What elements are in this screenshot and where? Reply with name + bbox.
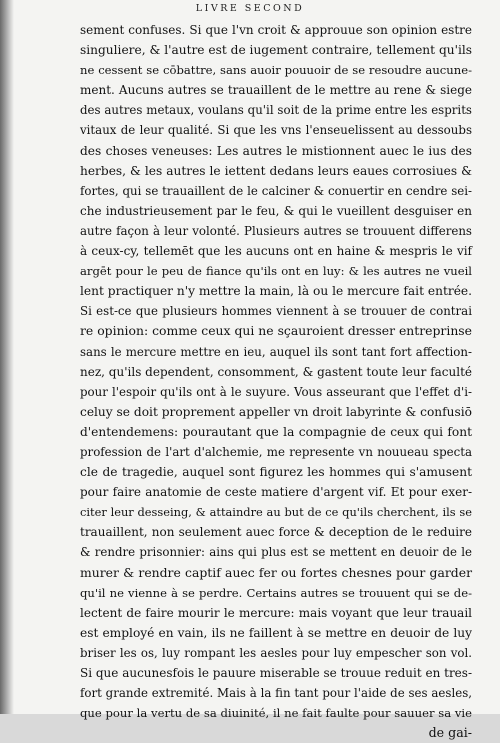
text-block (80, 20, 472, 743)
text-line: fortes, qui se trauaillent de le calciner & conuertir en cendre sei- (80, 183, 472, 198)
text-line: sans le mercure mettre en ieu, auquel ils sont tant fort affection- (80, 344, 472, 359)
text-line: ment. Aucuns autres se trauaillent de le mettre au rene & siege (80, 83, 472, 98)
text-line: che industrieusement par le feu, & qui le vueillent desguiser en (80, 203, 472, 218)
text-line: cle de tragedie, auquel sont figurez les hommes qui s'amusent (80, 465, 472, 480)
text-line: d'entendemens: pourautant que la compagnie de ceux qui font (80, 424, 472, 439)
text-line: nez, qu'ils dependent, consomment, & gastent toute leur faculté (80, 364, 472, 379)
text-line: trauaillent, non seulement auec force & deception de le reduire (80, 525, 472, 540)
text-line: des autres metaux, voulans qu'il soit de la prime entre les esprits (80, 103, 472, 118)
running-head: LIVRE SECOND (195, 3, 305, 14)
text-line: autre façon à leur volonté. Plusieurs autres se trouuent differens (80, 223, 472, 238)
text-line: herbes, & les autres le iettent dedans leurs eaues corrosiues & (80, 163, 472, 178)
text-line: lent practiquer n'y mettre la main, là ou le mercure fait entrée. (80, 284, 472, 299)
text-line: celuy se doit proprement appeller vn droit labyrinte & confusiō (80, 404, 472, 419)
text-line: singuliere, & l'autre est de iugement contraire, tellement qu'ils (80, 43, 472, 58)
text-line: & rendre prisonnier: ains qui plus est se mettent en deuoir de le (80, 545, 472, 560)
text-line: pour l'espoir qu'ils ont à le suyure. Vous asseurant que l'effet d'i- (80, 384, 472, 399)
text-line: citer leur desseing, & attaindre au but de ce qu'ils cherchent, ils se (80, 505, 472, 520)
text-line: de gai- (428, 725, 472, 741)
text-line: lectent de faire mourir le mercure: mais voyant que leur trauail (80, 605, 472, 620)
text-line: argēt pour le peu de fiance qu'ils ont en luy: & les autres ne vueil (80, 264, 472, 279)
text-line: est employé en vain, ils ne faillent à se mettre en deuoir de luy (80, 625, 472, 640)
text-line: fort grande extremité. Mais à la fin tant pour l'aide de ses aesles, (80, 686, 472, 701)
text-line: re opinion: comme ceux qui ne sçauroient dresser entreprinse (80, 323, 472, 339)
text-line: vitaux de leur qualité. Si que les vns l'enseuelissent au dessoubs (80, 123, 472, 138)
text-line: profession de l'art d'alchemie, me represente vn nouueau specta (80, 444, 472, 459)
text-line: à ceux-cy, tellemēt que les aucuns ont en haine & mespris le vif (80, 244, 472, 259)
text-line: qu'il ne vienne à se perdre. Certains autres se trouuent qui se de- (80, 585, 472, 600)
text-line: briser les os, luy rompant les aesles pour luy empescher son vol. (80, 645, 472, 660)
text-line: sement confuses. Si que l'vn croit & approuue son opinion estre (80, 23, 472, 37)
text-line: murer & rendre captif auec fer ou fortes chesnes pour garder (80, 564, 472, 580)
text-line: Si que aucunesfois le pauure miserable se trouue reduit en tres- (80, 666, 472, 680)
text-line: des choses veneuses: Les autres le mistionnent auec le ius des (80, 143, 472, 158)
text-line: Si est-ce que plusieurs hommes viennent à se trouuer de contrai (80, 304, 472, 319)
text-line: pour faire anatomie de ceste matiere d'argent vif. Et pour exer- (80, 485, 472, 500)
text-line: ne cessent se cōbattre, sans auoir pouuoir de se resoudre aucune- (80, 63, 472, 78)
text-line: que pour la vertu de sa diuinité, il ne fait faulte pour sauuer sa vie (80, 706, 472, 721)
